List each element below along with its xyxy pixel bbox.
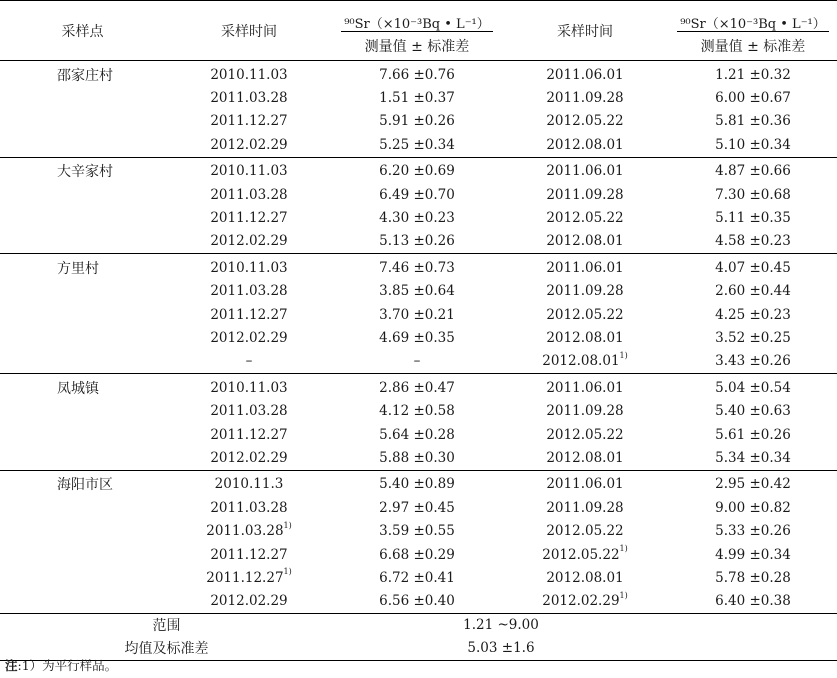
sample-time-1-text: 2010.11.3 bbox=[214, 476, 284, 493]
parallel-sample-mark: 1) bbox=[283, 567, 292, 577]
value-2 bbox=[669, 110, 837, 133]
value-2-text: 3.43 ±0.26 bbox=[715, 353, 791, 370]
value-2 bbox=[669, 496, 837, 519]
site-name bbox=[0, 61, 165, 87]
table-row bbox=[0, 374, 837, 400]
sample-time-1 bbox=[165, 86, 333, 109]
value-2-text: 4.87 ±0.66 bbox=[715, 163, 791, 180]
value-1-text: 6.49 ±0.70 bbox=[379, 186, 455, 203]
sample-time-2 bbox=[501, 326, 669, 349]
value-1 bbox=[333, 183, 501, 206]
sample-time-2-text: 2012.08.01 bbox=[546, 449, 624, 466]
sample-time-1-text: 2011.12.27 bbox=[210, 546, 288, 563]
sample-time-2-text: 2012.05.22 bbox=[546, 306, 624, 323]
site-name bbox=[0, 254, 165, 280]
value-2-text: 5.40 ±0.63 bbox=[715, 403, 791, 420]
table-row bbox=[0, 280, 837, 303]
sample-time-1-text: 2011.03.28 bbox=[210, 186, 288, 203]
value-2-text: 9.00 ±0.82 bbox=[715, 499, 791, 516]
sample-time-2-text: 2012.08.01 bbox=[546, 329, 624, 346]
sample-time-1-text: 2012.02.29 bbox=[210, 329, 288, 346]
header-time-1: 采样时间 bbox=[165, 1, 333, 61]
sample-time-1 bbox=[165, 590, 333, 614]
value-1 bbox=[333, 254, 501, 280]
value-2-text: 6.00 ±0.67 bbox=[715, 90, 791, 107]
sample-time-1-text: 2010.11.03 bbox=[210, 259, 288, 276]
site-name bbox=[0, 423, 165, 446]
value-1 bbox=[333, 206, 501, 229]
value-1-text: 3.85 ±0.64 bbox=[379, 283, 455, 300]
sample-time-1-text: 2011.03.28 bbox=[206, 523, 284, 540]
sample-time-2-text: 2011.09.28 bbox=[546, 403, 624, 420]
parallel-sample-mark: 1) bbox=[619, 350, 628, 360]
value-2 bbox=[669, 566, 837, 589]
table-row bbox=[0, 543, 837, 566]
value-1 bbox=[333, 230, 501, 254]
sample-time-2 bbox=[501, 519, 669, 542]
sample-time-1 bbox=[165, 183, 333, 206]
value-2 bbox=[669, 157, 837, 183]
sample-time-1 bbox=[165, 230, 333, 254]
sample-time-1-text: 2011.03.28 bbox=[210, 403, 288, 420]
table-row bbox=[0, 61, 837, 87]
sample-time-1-text: 2010.11.03 bbox=[210, 163, 288, 180]
value-2-text: 4.25 ±0.23 bbox=[715, 306, 791, 323]
sample-time-2-text: 2011.09.28 bbox=[546, 499, 624, 516]
value-1-text: 3.59 ±0.55 bbox=[379, 523, 455, 540]
mean-label: 均值及标准差 bbox=[0, 637, 333, 661]
sample-time-2 bbox=[501, 374, 669, 400]
sample-time-2-text: 2012.05.22 bbox=[546, 113, 624, 130]
table-row bbox=[0, 326, 837, 349]
sample-time-1 bbox=[165, 374, 333, 400]
sample-time-2-text: 2011.06.01 bbox=[546, 476, 624, 493]
value-1 bbox=[333, 590, 501, 614]
value-2 bbox=[669, 230, 837, 254]
value-2 bbox=[669, 280, 837, 303]
value-1 bbox=[333, 86, 501, 109]
range-value: 1.21 ~9.00 bbox=[333, 613, 669, 637]
sample-time-2 bbox=[501, 183, 669, 206]
table-row bbox=[0, 519, 837, 542]
value-1 bbox=[333, 157, 501, 183]
site-name bbox=[0, 496, 165, 519]
value-1-text: 4.12 ±0.58 bbox=[379, 403, 455, 420]
site-name bbox=[0, 543, 165, 566]
site-name bbox=[0, 157, 165, 183]
value-1-text: 6.56 ±0.40 bbox=[379, 593, 455, 610]
site-name bbox=[0, 110, 165, 133]
value-1-text: 5.88 ±0.30 bbox=[379, 449, 455, 466]
sample-time-1-text: 2011.03.28 bbox=[210, 90, 288, 107]
sample-time-2 bbox=[501, 590, 669, 614]
value-1-text: 7.66 ±0.76 bbox=[379, 66, 455, 83]
site-name bbox=[0, 374, 165, 400]
sample-time-2-text: 2012.05.22 bbox=[546, 426, 624, 443]
value-1-text: – bbox=[413, 353, 421, 370]
value-2-text: 5.10 ±0.34 bbox=[715, 136, 791, 153]
sample-time-1 bbox=[165, 350, 333, 374]
sample-time-2-text: 2012.05.22 bbox=[546, 523, 624, 540]
value-2-text: 2.95 ±0.42 bbox=[715, 476, 791, 493]
value-2 bbox=[669, 61, 837, 87]
value-2 bbox=[669, 326, 837, 349]
site-name bbox=[0, 350, 165, 374]
site-name-text: 凤城镇 bbox=[57, 380, 99, 397]
sample-time-2-text: 2012.08.01 bbox=[546, 569, 624, 586]
sample-time-2-text: 2012.05.22 bbox=[546, 210, 624, 227]
table-row bbox=[0, 254, 837, 280]
value-2-text: 5.61 ±0.26 bbox=[715, 426, 791, 443]
sample-time-1-text: 2010.11.03 bbox=[210, 379, 288, 396]
table-row bbox=[0, 157, 837, 183]
sample-time-2 bbox=[501, 543, 669, 566]
sample-time-1-text: 2012.02.29 bbox=[210, 593, 288, 610]
sample-time-2 bbox=[501, 254, 669, 280]
sample-time-1 bbox=[165, 326, 333, 349]
site-name bbox=[0, 230, 165, 254]
site-name bbox=[0, 470, 165, 496]
sample-time-2-text: 2012.02.29 bbox=[542, 593, 620, 610]
sample-time-2-text: 2011.09.28 bbox=[546, 90, 624, 107]
sample-time-2-text: 2012.05.22 bbox=[542, 546, 620, 563]
value-1-text: 1.51 ±0.37 bbox=[379, 90, 455, 107]
sample-time-1-text: 2012.02.29 bbox=[210, 449, 288, 466]
sample-time-2 bbox=[501, 133, 669, 157]
mean-value: 5.03 ±1.6 bbox=[333, 637, 669, 661]
value-2 bbox=[669, 590, 837, 614]
header-time-2: 采样时间 bbox=[501, 1, 669, 61]
sample-time-2 bbox=[501, 206, 669, 229]
sample-time-1 bbox=[165, 254, 333, 280]
site-name bbox=[0, 326, 165, 349]
table-row bbox=[0, 110, 837, 133]
sample-time-1-text: 2011.12.27 bbox=[206, 569, 284, 586]
sample-time-2 bbox=[501, 61, 669, 87]
value-2-text: 5.04 ±0.54 bbox=[715, 379, 791, 396]
value-2 bbox=[669, 206, 837, 229]
parallel-sample-mark: 1) bbox=[619, 590, 628, 600]
value-1-text: 5.91 ±0.26 bbox=[379, 113, 455, 130]
value-1 bbox=[333, 496, 501, 519]
sample-time-2-text: 2011.06.01 bbox=[546, 259, 624, 276]
header-unit-1: ⁹⁰Sr（×10⁻³Bq • L⁻¹） bbox=[333, 1, 501, 33]
value-1-text: 5.64 ±0.28 bbox=[379, 426, 455, 443]
value-1 bbox=[333, 519, 501, 542]
site-name bbox=[0, 206, 165, 229]
table-header bbox=[0, 1, 837, 61]
value-2-text: 4.58 ±0.23 bbox=[715, 233, 791, 250]
value-1 bbox=[333, 280, 501, 303]
table-row bbox=[0, 446, 837, 470]
table-row bbox=[0, 350, 837, 374]
sample-time-1-text: 2011.03.28 bbox=[210, 283, 288, 300]
value-2-text: 2.60 ±0.44 bbox=[715, 283, 791, 300]
note-prefix: 注 bbox=[5, 658, 18, 673]
sample-time-2 bbox=[501, 423, 669, 446]
table-row bbox=[0, 496, 837, 519]
sample-time-1-text: 2010.11.03 bbox=[210, 66, 288, 83]
value-1 bbox=[333, 470, 501, 496]
value-1-text: 7.46 ±0.73 bbox=[379, 259, 455, 276]
value-1-text: 4.30 ±0.23 bbox=[379, 210, 455, 227]
sample-time-1 bbox=[165, 399, 333, 422]
value-2 bbox=[669, 254, 837, 280]
value-2 bbox=[669, 399, 837, 422]
value-1 bbox=[333, 446, 501, 470]
table-row bbox=[0, 230, 837, 254]
sample-time-2 bbox=[501, 496, 669, 519]
value-2-text: 6.40 ±0.38 bbox=[715, 593, 791, 610]
site-name bbox=[0, 133, 165, 157]
sample-time-1 bbox=[165, 470, 333, 496]
value-2 bbox=[669, 303, 837, 326]
value-2 bbox=[669, 374, 837, 400]
value-1 bbox=[333, 303, 501, 326]
sample-time-2-text: 2011.06.01 bbox=[546, 163, 624, 180]
value-1-text: 5.40 ±0.89 bbox=[379, 476, 455, 493]
sample-time-1-text: 2011.12.27 bbox=[210, 113, 288, 130]
table-summary bbox=[0, 613, 837, 660]
sample-time-2 bbox=[501, 446, 669, 470]
table-row bbox=[0, 303, 837, 326]
site-name bbox=[0, 86, 165, 109]
sample-time-1 bbox=[165, 206, 333, 229]
sample-time-1 bbox=[165, 543, 333, 566]
value-2 bbox=[669, 446, 837, 470]
sample-time-1 bbox=[165, 446, 333, 470]
sample-time-2 bbox=[501, 303, 669, 326]
range-label: 范围 bbox=[0, 613, 333, 637]
sample-time-1-text: 2011.12.27 bbox=[210, 306, 288, 323]
value-1-text: 6.20 ±0.69 bbox=[379, 163, 455, 180]
table-row bbox=[0, 590, 837, 614]
table-note bbox=[5, 656, 117, 674]
sample-time-1 bbox=[165, 566, 333, 589]
value-2 bbox=[669, 470, 837, 496]
value-2-text: 5.11 ±0.35 bbox=[715, 210, 791, 227]
value-1 bbox=[333, 61, 501, 87]
value-2 bbox=[669, 86, 837, 109]
value-2 bbox=[669, 543, 837, 566]
sample-time-1 bbox=[165, 496, 333, 519]
sample-time-1 bbox=[165, 303, 333, 326]
value-2-text: 4.99 ±0.34 bbox=[715, 546, 791, 563]
sample-time-1-text: 2011.12.27 bbox=[210, 210, 288, 227]
value-2-text: 5.34 ±0.34 bbox=[715, 449, 791, 466]
table-row bbox=[0, 86, 837, 109]
value-1-text: 5.25 ±0.34 bbox=[379, 136, 455, 153]
value-2-text: 7.30 ±0.68 bbox=[715, 186, 791, 203]
table-row bbox=[0, 399, 837, 422]
value-1 bbox=[333, 543, 501, 566]
value-1 bbox=[333, 326, 501, 349]
site-name-text: 邵家庄村 bbox=[57, 67, 113, 84]
parallel-sample-mark: 1) bbox=[619, 544, 628, 553]
table-row bbox=[0, 566, 837, 589]
sample-time-2 bbox=[501, 280, 669, 303]
site-name bbox=[0, 519, 165, 542]
sample-time-1 bbox=[165, 61, 333, 87]
sample-time-2-text: 2011.06.01 bbox=[546, 66, 624, 83]
value-2-text: 3.52 ±0.25 bbox=[715, 329, 791, 346]
table-row bbox=[0, 133, 837, 157]
sample-time-1 bbox=[165, 157, 333, 183]
value-1 bbox=[333, 566, 501, 589]
site-name bbox=[0, 183, 165, 206]
value-1-text: 3.70 ±0.21 bbox=[379, 306, 455, 323]
site-name-text: 大辛家村 bbox=[57, 164, 113, 181]
sample-time-1 bbox=[165, 423, 333, 446]
sample-time-2 bbox=[501, 230, 669, 254]
site-name-text: 方里村 bbox=[57, 260, 99, 277]
value-2 bbox=[669, 183, 837, 206]
value-1-text: 6.68 ±0.29 bbox=[379, 546, 455, 563]
sample-time-1-text: 2012.02.29 bbox=[210, 233, 288, 250]
value-1 bbox=[333, 110, 501, 133]
value-2 bbox=[669, 133, 837, 157]
value-1 bbox=[333, 350, 501, 374]
value-1 bbox=[333, 399, 501, 422]
site-name bbox=[0, 566, 165, 589]
sample-time-1-text: 2012.02.29 bbox=[210, 136, 288, 153]
sample-time-1 bbox=[165, 110, 333, 133]
value-1-text: 5.13 ±0.26 bbox=[379, 233, 455, 250]
sample-time-1-text: 2011.12.27 bbox=[210, 426, 288, 443]
site-name-text: 海阳市区 bbox=[57, 477, 113, 494]
sample-time-2 bbox=[501, 110, 669, 133]
table-row bbox=[0, 183, 837, 206]
sample-time-2-text: 2011.06.01 bbox=[546, 379, 624, 396]
sample-time-2-text: 2011.09.28 bbox=[546, 186, 624, 203]
value-2 bbox=[669, 350, 837, 374]
sample-time-2 bbox=[501, 399, 669, 422]
value-1-text: 4.69 ±0.35 bbox=[379, 329, 455, 346]
sample-time-2 bbox=[501, 350, 669, 374]
value-1 bbox=[333, 423, 501, 446]
header-sub-2: 测量值 ± 标准差 bbox=[669, 32, 837, 61]
header-sub-1: 测量值 ± 标准差 bbox=[333, 32, 501, 61]
header-site: 采样点 bbox=[0, 1, 165, 61]
table-row bbox=[0, 423, 837, 446]
sample-time-2-text: 2011.09.28 bbox=[546, 283, 624, 300]
sample-time-2 bbox=[501, 470, 669, 496]
value-1 bbox=[333, 133, 501, 157]
value-2 bbox=[669, 423, 837, 446]
header-unit-2: ⁹⁰Sr（×10⁻³Bq • L⁻¹） bbox=[669, 1, 837, 33]
value-2-text: 5.81 ±0.36 bbox=[715, 113, 791, 130]
sample-time-2-text: 2012.08.01 bbox=[546, 233, 624, 250]
site-name bbox=[0, 280, 165, 303]
sample-time-2 bbox=[501, 566, 669, 589]
sample-time-2 bbox=[501, 157, 669, 183]
value-2-text: 5.33 ±0.26 bbox=[715, 523, 791, 540]
note-text: :1）为平行样品。 bbox=[17, 658, 118, 673]
value-2 bbox=[669, 519, 837, 542]
table-body bbox=[0, 61, 837, 614]
site-name bbox=[0, 446, 165, 470]
value-1-text: 6.72 ±0.41 bbox=[379, 569, 455, 586]
value-1-text: 2.97 ±0.45 bbox=[379, 499, 455, 516]
sample-time-1 bbox=[165, 280, 333, 303]
sample-time-1 bbox=[165, 519, 333, 542]
site-name bbox=[0, 590, 165, 614]
value-2-text: 4.07 ±0.45 bbox=[715, 259, 791, 276]
sample-time-2-text: 2012.08.01 bbox=[546, 136, 624, 153]
sample-time-2 bbox=[501, 86, 669, 109]
value-1 bbox=[333, 374, 501, 400]
parallel-sample-mark: 1) bbox=[283, 520, 292, 530]
site-name bbox=[0, 399, 165, 422]
value-2-text: 1.21 ±0.32 bbox=[715, 66, 791, 83]
sample-time-2-text: 2012.08.01 bbox=[542, 353, 620, 370]
value-1-text: 2.86 ±0.47 bbox=[379, 379, 455, 396]
sample-time-1 bbox=[165, 133, 333, 157]
site-name bbox=[0, 303, 165, 326]
sample-time-1-text: – bbox=[245, 353, 253, 370]
table-row bbox=[0, 470, 837, 496]
sample-time-1-text: 2011.03.28 bbox=[210, 499, 288, 516]
table-row bbox=[0, 206, 837, 229]
value-2-text: 5.78 ±0.28 bbox=[715, 569, 791, 586]
